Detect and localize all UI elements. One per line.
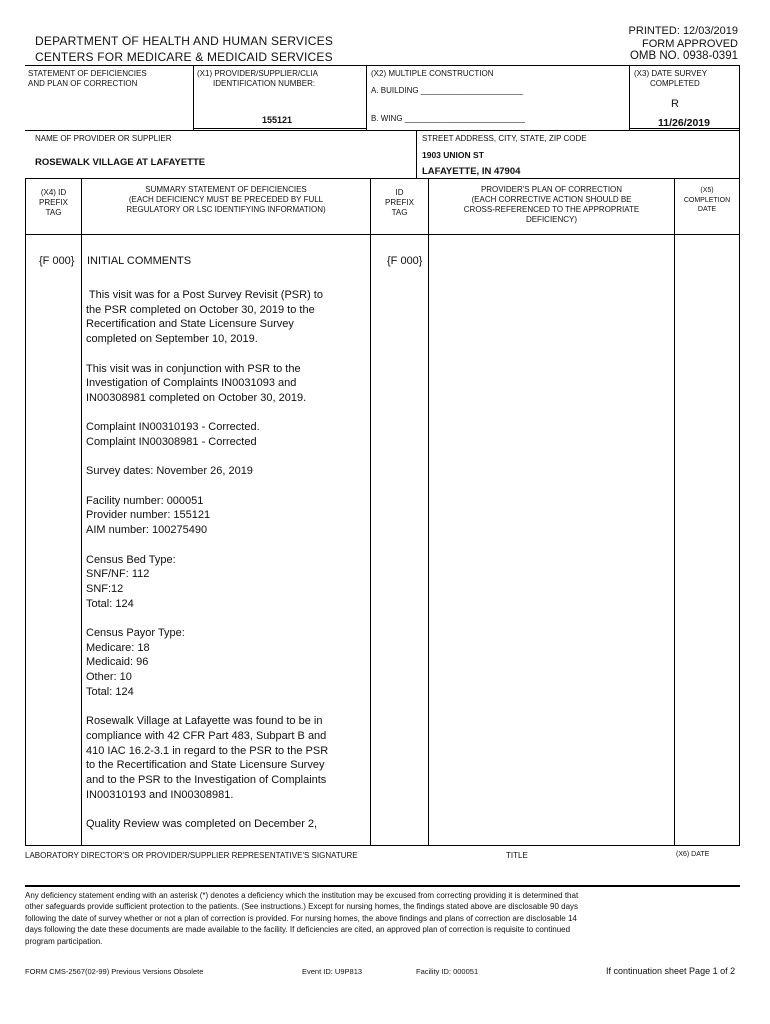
event-id: Event ID: U9P813 bbox=[302, 967, 363, 976]
comment-line: Provider number: 155121 bbox=[86, 509, 211, 522]
rule bbox=[193, 128, 366, 129]
provider-id-number: 155121 bbox=[262, 115, 293, 125]
comment-line: Other: 10 bbox=[86, 671, 132, 684]
rule bbox=[629, 65, 630, 130]
comment-line: Investigation of Complaints IN0031093 and bbox=[86, 377, 297, 390]
comment-line: Facility number: 000051 bbox=[86, 494, 204, 507]
continuation-page: If continuation sheet Page 1 of 2 bbox=[606, 966, 736, 976]
comment-line: Census Bed Type: bbox=[86, 553, 176, 566]
rule bbox=[25, 885, 740, 887]
provider-name-label: NAME OF PROVIDER OR SUPPLIER bbox=[35, 134, 172, 143]
wing-field: B. WING ___________________________ bbox=[371, 114, 525, 123]
rule bbox=[25, 130, 740, 131]
comment-line: AIM number: 100275490 bbox=[86, 524, 208, 537]
comment-paragraph bbox=[86, 494, 368, 538]
rule bbox=[370, 178, 371, 845]
building-field: A. BUILDING _______________________ bbox=[371, 86, 524, 95]
street-address: 1903 UNION ST bbox=[422, 150, 484, 160]
comment-paragraph bbox=[86, 714, 368, 802]
survey-date: 11/26/2019 bbox=[658, 117, 710, 129]
statement-label: STATEMENT OF DEFICIENCIES AND PLAN OF CORRECTION bbox=[28, 69, 147, 88]
rule bbox=[25, 234, 740, 235]
summary-statement-header: SUMMARY STATEMENT OF DEFICIENCIES (EACH DEFICIENCY MUST BE PRECEDED BY FULL REGULATORY OR LSC IDENTIFYING INFORMATION) bbox=[126, 185, 326, 214]
footnote-line: Any deficiency statement ending with an asterisk (*) denotes a deficiency which the institution may be excused from correcting providing it is determined that bbox=[25, 891, 579, 900]
comment-line: compliance with 42 CFR Part 483, Subpart B and bbox=[86, 729, 327, 742]
entry-title: INITIAL COMMENTS bbox=[87, 255, 192, 267]
completion-date-header: (X5) COMPLETION DATE bbox=[683, 187, 731, 213]
date-label: (X6) DATE bbox=[676, 851, 710, 858]
city-state-zip: LAFAYETTE, IN 47904 bbox=[422, 166, 521, 177]
x2-label: (X2) MULTIPLE CONSTRUCTION bbox=[371, 69, 494, 78]
comment-line: This visit was in conjunction with PSR to the bbox=[86, 362, 301, 375]
printed-date: PRINTED: 12/03/2019 bbox=[628, 25, 738, 37]
comment-line: Total: 124 bbox=[86, 597, 134, 610]
signature-label: LABORATORY DIRECTOR'S OR PROVIDER/SUPPLIER REPRESENTATIVE'S SIGNATURE bbox=[25, 851, 358, 860]
footnote-line: other safeguards provide sufficient protection to the patients. (See instructions.) Except for nursing homes, the findings stated above are disclosable 90 days bbox=[25, 902, 579, 912]
rule bbox=[366, 65, 367, 130]
comment-line: the PSR completed on October 30, 2019 to the bbox=[86, 303, 315, 316]
rule bbox=[674, 178, 675, 845]
comment-paragraph bbox=[86, 362, 368, 406]
form-approved: FORM APPROVED bbox=[642, 38, 738, 50]
rule bbox=[416, 130, 417, 178]
id-prefix-header: ID PREFIX TAG bbox=[385, 188, 414, 217]
comment-paragraph bbox=[86, 817, 368, 832]
rule bbox=[428, 178, 429, 845]
comment-line: and to the PSR to the Investigation of Complaints bbox=[86, 774, 327, 787]
comment-line: Survey dates: November 26, 2019 bbox=[86, 465, 253, 478]
comment-line: to the Recertification and State Licensure Survey bbox=[86, 759, 325, 772]
comment-line: 410 IAC 16.2-3.1 in regard to the PSR to the PSR bbox=[86, 744, 329, 757]
entry-comments bbox=[86, 288, 368, 847]
comment-line: Total: 124 bbox=[86, 685, 134, 698]
comment-line: Quality Review was completed on December 2, bbox=[86, 818, 318, 831]
rule bbox=[81, 178, 82, 845]
comment-line: IN00310193 and IN00308981. bbox=[86, 788, 234, 801]
comment-line: Medicaid: 96 bbox=[86, 656, 149, 669]
rule bbox=[739, 65, 740, 178]
survey-code: R bbox=[671, 98, 679, 110]
comment-line: Medicare: 18 bbox=[86, 641, 150, 654]
department-title: DEPARTMENT OF HEALTH AND HUMAN SERVICES bbox=[35, 34, 334, 48]
comment-line: Recertification and State Licensure Survey bbox=[86, 318, 294, 331]
comment-paragraph bbox=[86, 553, 368, 612]
tag-left: {F 000} bbox=[39, 255, 75, 267]
footnote-line: following the date of survey whether or not a plan of correction is provided. For nursing homes, the above findings and plans of correction are disclosable 14 bbox=[25, 913, 577, 923]
comment-paragraph bbox=[86, 464, 368, 479]
title-label: TITLE bbox=[506, 851, 528, 860]
rule bbox=[193, 65, 194, 130]
comment-line: This visit was for a Post Survey Revisit (PSR) to bbox=[86, 289, 323, 301]
comment-line: IN00308981 completed on October 30, 2019. bbox=[86, 391, 307, 404]
rule bbox=[25, 845, 740, 846]
comment-paragraph bbox=[86, 626, 368, 700]
comment-line: Complaint IN00310193 - Corrected. bbox=[86, 421, 260, 434]
footnote-line: days following the date these documents are made available to the facility. If deficiencies are cited, an approved plan of correction is requisite to continued bbox=[25, 925, 571, 935]
rule bbox=[25, 178, 26, 845]
x4-id-prefix-header: (X4) ID PREFIX TAG bbox=[39, 188, 68, 217]
address-label: STREET ADDRESS, CITY, STATE, ZIP CODE bbox=[422, 134, 587, 143]
facility-id: Facility ID: 000051 bbox=[416, 967, 479, 976]
comment-paragraph bbox=[86, 420, 368, 449]
x3-label: (X3) DATE SURVEY COMPLETED bbox=[634, 69, 708, 88]
disclaimer-footnote bbox=[25, 890, 740, 947]
rule bbox=[25, 178, 740, 179]
x1-label: (X1) PROVIDER/SUPPLIER/CLIA IDENTIFICATION NUMBER: bbox=[197, 69, 318, 88]
comment-line: completed on September 10, 2019. bbox=[86, 333, 258, 346]
tag-right: {F 000} bbox=[387, 255, 423, 267]
rule bbox=[25, 65, 740, 66]
comment-line: Complaint IN00308981 - Corrected bbox=[86, 436, 257, 448]
form-number: FORM CMS-2567(02-99) Previous Versions Obsolete bbox=[25, 967, 204, 976]
comment-paragraph bbox=[86, 288, 368, 347]
agency-title: CENTERS FOR MEDICARE & MEDICAID SERVICES bbox=[35, 50, 333, 64]
plan-of-correction-header: PROVIDER'S PLAN OF CORRECTION (EACH CORRECTIVE ACTION SHOULD BE CROSS-REFERENCED TO THE APPROPRIATE DEFICIENCY) bbox=[463, 185, 640, 224]
provider-name: ROSEWALK VILLAGE AT LAFAYETTE bbox=[35, 157, 206, 168]
comment-line: Census Payor Type: bbox=[86, 627, 185, 640]
comment-line: SNF:12 bbox=[86, 582, 124, 595]
footnote-line: program participation. bbox=[25, 936, 103, 946]
omb-number: OMB NO. 0938-0391 bbox=[629, 50, 738, 62]
comment-line: Rosewalk Village at Lafayette was found to be in bbox=[86, 715, 323, 728]
rule bbox=[739, 178, 740, 845]
comment-line: SNF/NF: 112 bbox=[86, 568, 150, 581]
